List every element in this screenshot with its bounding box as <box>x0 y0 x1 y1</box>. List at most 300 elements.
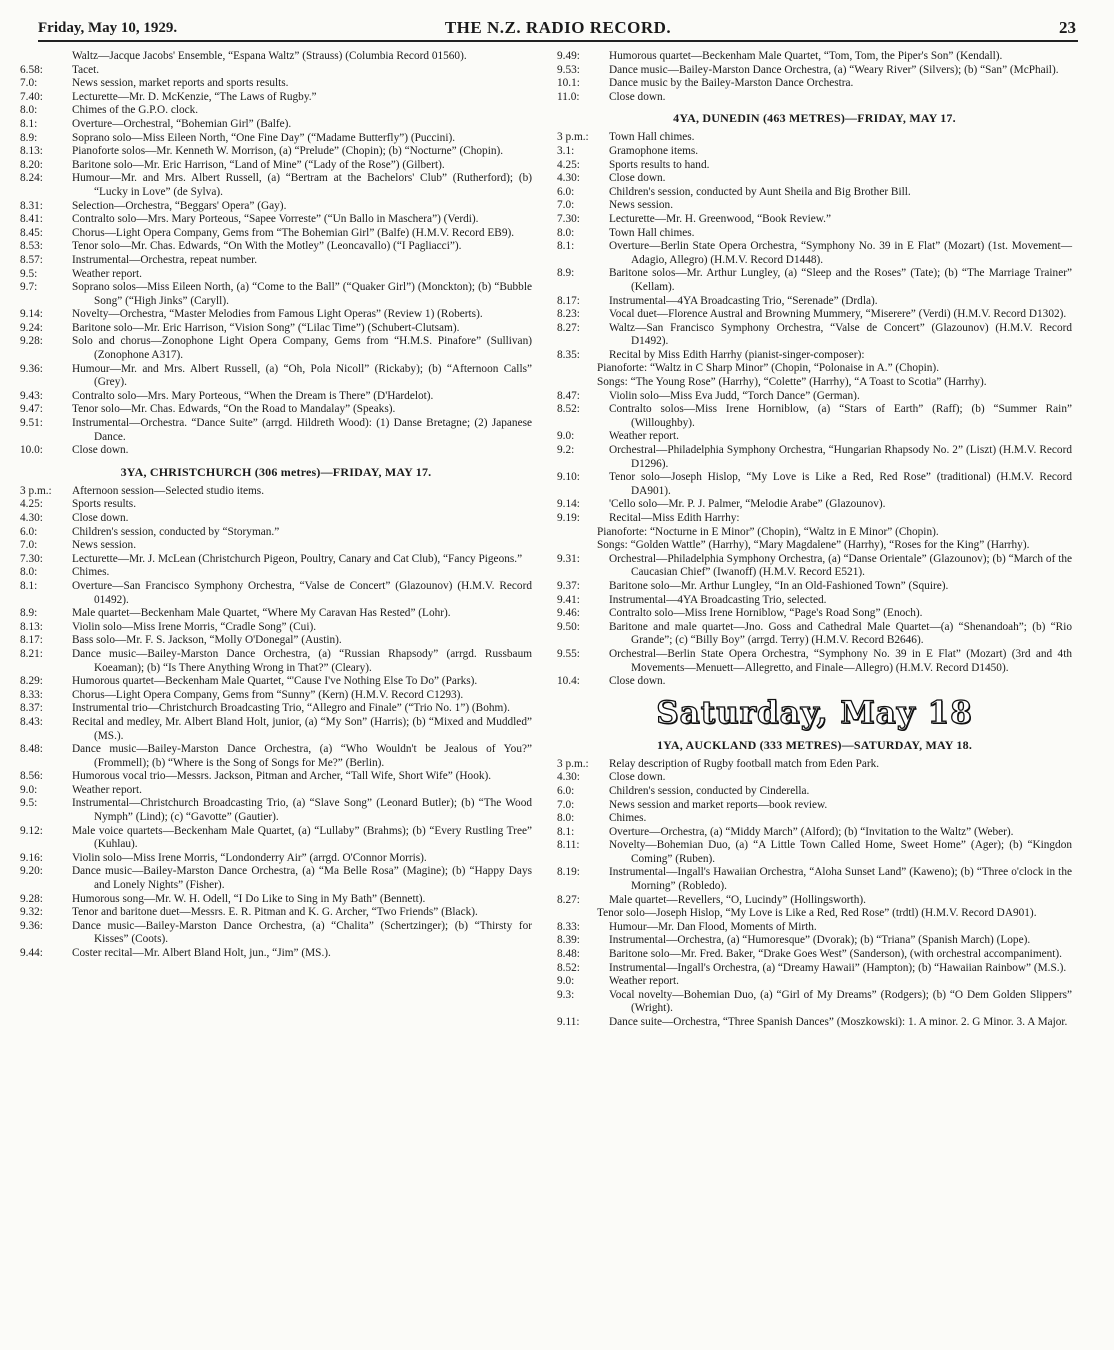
entry-time: 8.52: <box>557 961 580 974</box>
program-entry <box>557 785 1072 799</box>
entry-text: Violin solo—Miss Irene Morris, “Cradle Song” (Cui). <box>72 620 317 633</box>
entry-text: News session. <box>72 539 137 552</box>
program-entry <box>557 553 1072 580</box>
entry-text: Humorous quartet—Beckenham Male Quartet, “Tom, Tom, the Piper's Son” (Kendall). <box>609 50 1003 62</box>
entry-text: Dance music by the Bailey-Marston Dance Orchestra. <box>609 77 854 90</box>
entry-text: Instrumental—4YA Broadcasting Trio, selected. <box>609 593 827 606</box>
entry-text: Instrumental—Ingall's Hawaiian Orchestra, “Aloha Sunset Land” (Kaweno); (b) “Three o'clock in the Morning” (Robledo). <box>609 866 1072 893</box>
entry-text: Violin solo—Miss Irene Morris, “Londonderry Air” (arrgd. O'Connor Morris). <box>72 851 427 864</box>
entry-text: Weather report. <box>609 430 679 443</box>
entry-time: 9.12: <box>20 824 43 837</box>
entry-text: Baritone solos—Mr. Arthur Lungley, (a) “Sleep and the Roses” (Tate); (b) “The Marriage Trainer” (Kellam). <box>609 267 1072 293</box>
entry-time: 9.44: <box>20 947 43 959</box>
entry-text: Humorous quartet—Beckenham Male Quartet, “'Cause I've Nothing Else To Do” (Parks). <box>72 675 478 688</box>
entry-text: Contralto solo—Mrs. Mary Porteous, “Sapee Vorreste” (“Un Ballo in Maschera”) (Verdi). <box>72 213 479 226</box>
entry-text: Dance music—Bailey-Marston Dance Orchestra, (a) “Weary River” (Silvers); (b) “San” (McPhail). <box>609 63 1059 76</box>
entry-time: 8.0: <box>557 226 575 239</box>
entry-time: 8.1: <box>557 240 575 253</box>
program-entry <box>20 580 532 607</box>
entry-time: 7.0: <box>20 539 38 552</box>
program-entry <box>557 962 1072 976</box>
recital-harrhy-b <box>557 526 1072 553</box>
program-entry <box>557 64 1072 78</box>
entry-time: 8.9: <box>557 267 575 280</box>
entry-time: 9.14: <box>557 498 580 511</box>
entry-time: 8.45: <box>20 226 43 239</box>
program-entry <box>557 213 1072 227</box>
program-entry <box>557 894 1072 908</box>
program-entry <box>20 498 532 512</box>
station-heading-christchurch: 3YA, CHRISTCHURCH (306 metres)—FRIDAY, MAY 17. <box>120 464 432 479</box>
entry-text: Dance suite—Orchestra, “Three Spanish Dances” (Moszkowski): 1. A minor. 2. G Minor. 3. A Major. <box>609 1016 1068 1028</box>
entry-text: Tenor solo—Joseph Hislop, “My Love is Like a Red, Red Rose” (traditional) (H.M.V. Record DA901). <box>609 471 1072 497</box>
entry-text: Lecturette—Mr. H. Greenwood, “Book Review.” <box>609 212 831 225</box>
entry-time: 10.4: <box>557 675 580 688</box>
program-entry <box>20 689 532 703</box>
entry-time: 8.13: <box>20 145 43 158</box>
program-entry <box>20 200 532 214</box>
entry-time: 6.58: <box>20 63 43 76</box>
entry-text: Tacet. <box>72 63 100 76</box>
program-entry <box>20 675 532 689</box>
program-entry <box>20 118 532 132</box>
entry-text: Overture—Orchestra, (a) “Middy March” (Alford); (b) “Invitation to the Waltz” (Weber). <box>609 825 1014 838</box>
entry-text: Contralto solo—Mrs. Mary Porteous, “When the Dream is There” (D'Hardelot). <box>72 389 434 402</box>
entry-text: Male quartet—Beckenham Male Quartet, “Where My Caravan Has Rested” (Lohr). <box>72 607 451 620</box>
entry-text: Baritone solo—Mr. Eric Harrison, “Vision Song” (“Lilac Time”) (Schubert-Clutsam). <box>72 321 460 334</box>
entry-text: Sports results. <box>72 498 137 511</box>
entry-time: 8.23: <box>557 308 580 321</box>
entry-text: Baritone solo—Mr. Fred. Baker, “Drake Goes West” (Sanderson), (with orchestral accompaniment). <box>609 948 1062 961</box>
program-entry <box>20 512 532 526</box>
program-entry <box>20 865 532 892</box>
entry-time: 4.30: <box>557 771 580 784</box>
program-entry <box>20 322 532 336</box>
entry-time: 7.30: <box>557 212 580 225</box>
entry-text: Weather report. <box>72 267 142 280</box>
entry-text: Overture—Berlin State Opera Orchestra, “Symphony No. 39 in E Flat” (Mozart) (1st. Movement—Adagio, Allegro) (H.M.V. Record D1448). <box>609 240 1072 266</box>
program-entry <box>557 1016 1072 1030</box>
program-entry <box>20 77 532 91</box>
program-entry-indented: Tenor solo—Joseph Hislop, “My Love is Like a Red, Red Rose” (trdtl) (H.M.V. Record DA901). <box>597 907 1037 920</box>
entry-text: Afternoon session—Selected studio items. <box>72 484 265 497</box>
entry-text: Baritone solo—Mr. Eric Harrison, “Land of Mine” (“Lady of the Rose”) (Gilbert). <box>72 158 445 171</box>
program-entry <box>20 403 532 417</box>
recital-line: Pianoforte: “Nocturne in E Minor” (Chopin), “Waltz in E Minor” (Chopin). <box>597 525 939 538</box>
entry-text: News session. <box>609 199 674 212</box>
entry-time: 3 p.m.: <box>557 757 589 770</box>
entry-text: Tenor solo—Mr. Chas. Edwards, “On With the Motley” (Leoncavallo) (“I Pagliacci”). <box>72 240 462 253</box>
program-list-dunedin-b <box>557 390 1072 526</box>
program-entry <box>20 50 532 64</box>
entry-time: 8.9: <box>20 607 38 620</box>
entry-time: 4.25: <box>557 158 580 171</box>
entry-time: 9.28: <box>20 892 43 905</box>
program-list-dunedin-a <box>557 131 1072 362</box>
entry-time: 8.41: <box>20 213 43 226</box>
entry-text: Soprano solo—Miss Eileen North, “One Fine Day” (“Madame Butterfly”) (Puccini). <box>72 131 456 144</box>
program-entry <box>557 430 1072 444</box>
entry-time: 8.17: <box>557 294 580 307</box>
entry-text: Instrumental—4YA Broadcasting Trio, “Serenade” (Drdla). <box>609 294 878 307</box>
entry-time: 11.0: <box>557 90 580 103</box>
program-entry <box>20 797 532 824</box>
program-entry <box>20 213 532 227</box>
entry-text: Weather report. <box>609 975 679 988</box>
entry-text: Humour—Mr. Dan Flood, Moments of Mirth. <box>609 920 817 933</box>
entry-text: Waltz—Jacque Jacobs' Ensemble, “Espana Waltz” (Strauss) (Columbia Record 01560). <box>72 50 467 62</box>
entry-time: 4.30: <box>20 512 43 524</box>
program-entry <box>20 281 532 308</box>
entry-time: 9.5: <box>20 267 38 280</box>
entry-time: 9.3: <box>557 988 575 1001</box>
entry-time: 8.33: <box>20 688 43 701</box>
entry-text: Humorous song—Mr. W. H. Odell, “I Do Like to Sing in My Bath” (Bennett). <box>72 892 426 905</box>
entry-time: 8.33: <box>557 920 580 933</box>
entry-text: Selection—Orchestra, “Beggars' Opera” (Gay). <box>72 199 287 212</box>
right-column <box>557 50 1072 1030</box>
issue-date: Friday, May 10, 1929. <box>38 20 178 36</box>
entry-text: Tenor solo—Mr. Chas. Edwards, “On the Road to Mandalay” (Speaks). <box>72 403 396 416</box>
program-list-christchurch <box>20 485 532 961</box>
program-entry <box>557 675 1072 689</box>
entry-time: 8.56: <box>20 770 43 783</box>
recital-line: Songs: “Golden Wattle” (Harrhy), “Mary Magdalene” (Harrhy), “Roses for the King” (Harrhy). <box>597 539 1030 552</box>
entry-time: 8.0: <box>20 566 38 579</box>
entry-time: 8.48: <box>20 743 43 756</box>
entry-time: 3 p.m.: <box>557 131 589 144</box>
entry-time: 8.53: <box>20 240 43 253</box>
entry-text: Male quartet—Revellers, “O, Lucindy” (Hollingsworth). <box>609 893 866 906</box>
station-heading-dunedin: 4YA, DUNEDIN (463 METRES)—FRIDAY, MAY 17. <box>673 111 956 126</box>
entry-text: Chimes. <box>72 566 110 579</box>
program-entry <box>557 621 1072 648</box>
entry-time: 6.0: <box>557 784 575 797</box>
program-entry <box>557 77 1072 91</box>
program-entry <box>20 825 532 852</box>
entry-text: Coster recital—Mr. Albert Bland Holt, jun., “Jim” (MS.). <box>72 947 331 959</box>
entry-time: 9.37: <box>557 579 580 592</box>
entry-time: 8.57: <box>20 253 43 266</box>
entry-time: 8.48: <box>557 948 580 961</box>
entry-time: 8.52: <box>557 403 580 416</box>
program-entry <box>20 947 532 961</box>
entry-time: 8.19: <box>557 866 580 879</box>
program-entry <box>20 159 532 173</box>
entry-text: Orchestral—Berlin State Opera Orchestra, “Symphony No. 39 in E Flat” (Mozart) (3rd and 4th Movements—Menuett—Allegretto, and Finale—Allegro) (H.M.V. Record D1450). <box>609 647 1072 674</box>
entry-time: 9.47: <box>20 403 43 416</box>
entry-time: 8.27: <box>557 321 580 334</box>
entry-text: Chimes of the G.P.O. clock. <box>72 104 199 117</box>
entry-text: Close down. <box>609 675 666 688</box>
program-entry <box>557 267 1072 294</box>
entry-time: 4.25: <box>20 498 43 511</box>
entry-text: Town Hall chimes. <box>609 226 695 239</box>
program-entry <box>20 390 532 404</box>
entry-text: Chimes. <box>609 812 647 825</box>
entry-time: 9.43: <box>20 389 43 402</box>
entry-text: Close down. <box>609 90 666 103</box>
program-entry <box>557 839 1072 866</box>
program-entry <box>20 893 532 907</box>
entry-time: 10.1: <box>557 77 580 90</box>
entry-time: 4.30: <box>557 172 580 185</box>
entry-text: Novelty—Bohemian Duo, (a) “A Little Town Called Home, Sweet Home” (Ager); (b) “Kingdon Coming” (Ruben). <box>609 839 1072 865</box>
entry-time: 9.0: <box>557 975 575 988</box>
program-entry <box>20 716 532 743</box>
entry-text: Overture—San Francisco Symphony Orchestra, “Valse de Concert” (Glazounov) (H.M.V. Record 01492). <box>72 579 532 606</box>
entry-text: Instrumental—Christchurch Broadcasting Trio, (a) “Slave Song” (Leonard Butler); (b) “The Wood Nymph” (Lind); (c) “Gavotte” (Gautier). <box>72 797 532 824</box>
program-entry <box>20 417 532 444</box>
entry-time: 9.36: <box>20 362 43 375</box>
entry-time: 9.10: <box>557 471 580 484</box>
day-heading: Saturday, May 18 <box>656 694 973 731</box>
entry-text: Male voice quartets—Beckenham Male Quartet, (a) “Lullaby” (Brahms); (b) “Every Rustling Tree” (Kuhlau). <box>72 824 532 851</box>
page-header <box>38 14 1078 42</box>
entry-time: 9.53: <box>557 63 580 76</box>
entry-time: 7.0: <box>557 798 575 811</box>
entry-time: 7.30: <box>20 552 43 565</box>
program-entry <box>557 131 1072 145</box>
program-entry <box>557 227 1072 241</box>
entry-time: 9.49: <box>557 50 580 62</box>
entry-text: Waltz—San Francisco Symphony Orchestra, “Valse de Concert” (Glazounov) (H.M.V. Record D1492). <box>609 321 1072 348</box>
entry-time: 9.46: <box>557 607 580 620</box>
program-entry <box>20 634 532 648</box>
entry-text: Instrumental—Orchestra, (a) “Humoresque” (Dvorak); (b) “Triana” (Spanish March) (Lope). <box>609 934 1031 947</box>
program-entry <box>557 50 1072 64</box>
program-entry <box>20 852 532 866</box>
program-entry <box>557 159 1072 173</box>
program-entry <box>557 512 1072 526</box>
entry-time: 8.13: <box>20 620 43 633</box>
program-entry <box>20 553 532 567</box>
program-entry <box>20 132 532 146</box>
entry-time: 9.24: <box>20 321 43 334</box>
program-entry <box>557 91 1072 105</box>
program-entry <box>20 920 532 947</box>
entry-text: Instrumental—Orchestra. “Dance Suite” (arrgd. Hildreth Wood): (1) Danse Bretagne; (2) Japanese Dance. <box>72 417 532 443</box>
entry-text: Lecturette—Mr. D. McKenzie, “The Laws of Rugby.” <box>72 90 317 103</box>
entry-text: Dance music—Bailey-Marston Dance Orchestra, (a) “Who Wouldn't be Jealous of You?” (Frommell); (b) “Where is the Song of Songs for Me?” (Berlin). <box>72 743 532 769</box>
entry-time: 9.5: <box>20 797 38 810</box>
entry-time: 9.50: <box>557 620 580 633</box>
program-entry <box>557 240 1072 267</box>
recital-line: Songs: “The Young Rose” (Harrhy), “Colette” (Harrhy), “A Toast to Scotia” (Harrhy). <box>597 376 987 389</box>
program-entry <box>557 758 1072 772</box>
entry-text: 'Cello solo—Mr. P. J. Palmer, “Melodie Arabe” (Glazounov). <box>609 498 886 511</box>
program-entry <box>557 934 1072 948</box>
entry-text: Pianoforte solos—Mr. Kenneth W. Morrison, (a) “Prelude” (Chopin); (b) “Nocturne” (Chopin). <box>72 145 504 158</box>
entry-time: 8.1: <box>20 117 38 130</box>
entry-text: Instrumental trio—Christchurch Broadcasting Trio, “Allegro and Finale” (“Trio No. 1”) (Bohm). <box>72 702 510 715</box>
program-list-christchurch-cont <box>557 50 1072 104</box>
program-entry <box>557 594 1072 608</box>
program-entry <box>557 444 1072 471</box>
program-entry <box>20 240 532 254</box>
entry-text: Solo and chorus—Zonophone Light Opera Company, Gems from “H.M.S. Pinafore” (Sullivan) (Zonophone A317). <box>72 335 532 362</box>
station-heading-auckland: 1YA, AUCKLAND (333 METRES)—SATURDAY, MAY 18. <box>656 737 973 752</box>
entry-time: 8.39: <box>557 934 580 947</box>
recital-line: Pianoforte: “Waltz in C Sharp Minor” (Chopin, “Polonaise in A.” (Chopin). <box>597 362 940 375</box>
entry-text: Children's session, conducted by “Storyman.” <box>72 525 280 538</box>
entry-time: 3.1: <box>557 144 575 157</box>
page-number: 23 <box>1059 18 1076 37</box>
program-entry <box>557 812 1072 826</box>
program-entry <box>20 104 532 118</box>
entry-text: Contralto solos—Miss Irene Horniblow, (a) “Stars of Earth” (Raff); (b) “Summer Rain” (Willoughby). <box>609 403 1072 429</box>
entry-time: 8.31: <box>20 199 43 212</box>
entry-time: 9.7: <box>20 281 38 294</box>
entry-time: 6.0: <box>557 185 575 198</box>
entry-text: Orchestral—Philadelphia Symphony Orchestra, “Hungarian Rhapsody No. 2” (Liszt) (H.M.V. Record D1296). <box>609 444 1072 470</box>
entry-text: Close down. <box>72 512 129 524</box>
program-entry <box>20 254 532 268</box>
entry-time: 9.20: <box>20 865 43 878</box>
entry-text: Lecturette—Mr. J. McLean (Christchurch Pigeon, Poultry, Canary and Cat Club), “Fancy Pigeons.” <box>72 552 523 565</box>
left-column <box>20 50 532 961</box>
publication-title: THE N.Z. RADIO RECORD. <box>444 18 672 37</box>
entry-time: 9.14: <box>20 308 43 321</box>
program-entry <box>557 390 1072 404</box>
entry-text: Recital and medley, Mr. Albert Bland Holt, junior, (a) “My Son” (Harris); (b) “Mixed and Muddled” (MS.). <box>72 715 532 742</box>
program-entry <box>557 172 1072 186</box>
program-entry <box>557 471 1072 498</box>
entry-time: 8.21: <box>20 647 43 660</box>
program-entry <box>20 702 532 716</box>
entry-text: News session and market reports—book review. <box>609 798 828 811</box>
program-entry <box>20 145 532 159</box>
entry-text: Sports results to hand. <box>609 158 710 171</box>
entry-text: Close down. <box>609 172 666 185</box>
entry-text: Overture—Orchestral, “Bohemian Girl” (Balfe). <box>72 117 292 130</box>
program-entry <box>20 485 532 499</box>
entry-time: 3 p.m.: <box>20 484 52 497</box>
program-entry <box>20 444 532 458</box>
entry-time: 8.11: <box>557 839 580 852</box>
entry-time: 9.16: <box>20 851 43 864</box>
entry-time: 7.0: <box>20 77 38 90</box>
entry-time: 8.20: <box>20 158 43 171</box>
entry-time: 6.0: <box>20 525 38 538</box>
program-entry <box>20 335 532 362</box>
entry-text: Baritone and male quartet—Jno. Goss and Cathedral Male Quartet—(a) “Shenandoah”; (b) “Rio Grande”; (c) “Billy Boy” (arrgd. Terry) (H.M.V. Record B2646). <box>609 620 1072 647</box>
entry-text: Bass solo—Mr. F. S. Jackson, “Molly O'Donegal” (Austin). <box>72 634 342 647</box>
program-list-auckland-a <box>557 758 1072 908</box>
entry-time: 9.2: <box>557 444 575 457</box>
program-entry <box>557 607 1072 621</box>
entry-text: Close down. <box>72 444 129 457</box>
program-entry <box>557 948 1072 962</box>
entry-text: Humour—Mr. and Mrs. Albert Russell, (a) “Bertram at the Bachelors' Club” (Rutherford); (b) “Lucky in Love” (de Sylva). <box>72 172 532 198</box>
program-entry <box>20 539 532 553</box>
entry-time: 9.36: <box>20 919 43 932</box>
program-entry <box>557 199 1072 213</box>
entry-text: Relay description of Rugby football match from Eden Park. <box>609 757 880 770</box>
entry-text: Orchestral—Philadelphia Symphony Orchestra, (a) “Danse Orientale” (Glazounov); (b) “March of the Caucasian Chief” (Iwanoff) (H.M.V. Record E521). <box>609 552 1072 579</box>
entry-text: Novelty—Orchestra, “Master Melodies from Famous Light Operas” (Review 1) (Roberts). <box>72 308 483 321</box>
entry-text: Instrumental—Ingall's Orchestra, (a) “Dreamy Hawaii” (Hampton); (b) “Hawaiian Rainbow” (M.S.). <box>609 961 1067 974</box>
program-entry <box>557 799 1072 813</box>
program-entry <box>557 921 1072 935</box>
program-entry <box>20 268 532 282</box>
entry-text: Close down. <box>609 771 666 784</box>
entry-text: Children's session, conducted by Cinderella. <box>609 784 810 797</box>
entry-text: Recital—Miss Edith Harrhy: <box>609 512 740 524</box>
entry-time: 8.9: <box>20 131 38 144</box>
entry-time: 7.0: <box>557 199 575 212</box>
entry-text: Baritone solo—Mr. Arthur Lungley, “In an Old-Fashioned Town” (Squire). <box>609 579 949 592</box>
program-list-continued <box>20 50 532 458</box>
program-entry <box>20 621 532 635</box>
entry-time: 8.0: <box>557 812 575 825</box>
entry-text: Contralto solo—Miss Irene Horniblow, “Page's Road Song” (Enoch). <box>609 607 923 620</box>
program-entry <box>557 295 1072 309</box>
entry-text: Dance music—Bailey-Marston Dance Orchestra, (a) “Russian Rhapsody” (arrgd. Russbaum Koeaman); (b) “Is There Anything Wrong in That?” (Cleary). <box>72 647 532 674</box>
entry-time: 8.0: <box>20 104 38 117</box>
program-entry <box>20 91 532 105</box>
program-entry <box>557 322 1072 349</box>
entry-time: 8.37: <box>20 702 43 715</box>
program-entry <box>20 566 532 580</box>
entry-time: 9.31: <box>557 552 580 565</box>
entry-text: Dance music—Bailey-Marston Dance Orchestra, (a) “Chalita” (Schertzinger); (b) “Thirsty for Kisses” (Coots). <box>72 919 532 946</box>
entry-time: 9.0: <box>20 783 38 796</box>
entry-text: Dance music—Bailey-Marston Dance Orchestra, (a) “Ma Belle Rosa” (Magine); (b) “Happy Days and Lonely Nights” (Fisher). <box>72 865 532 892</box>
entry-time: 8.43: <box>20 715 43 728</box>
entry-time: 10.0: <box>20 444 43 457</box>
program-entry <box>557 866 1072 893</box>
program-entry <box>557 349 1072 363</box>
program-entry <box>20 227 532 241</box>
entry-time: 9.55: <box>557 647 580 660</box>
entry-text: News session, market reports and sports results. <box>72 77 289 90</box>
entry-text: Recital by Miss Edith Harrhy (pianist-singer-composer): <box>609 348 865 361</box>
program-list-dunedin-c <box>557 553 1072 689</box>
recital-harrhy-a <box>557 362 1072 389</box>
entry-time: 9.41: <box>557 593 580 606</box>
program-entry <box>20 363 532 390</box>
program-entry <box>557 498 1072 512</box>
program-entry <box>20 743 532 770</box>
entry-text: Soprano solos—Miss Eileen North, (a) “Come to the Ball” (“Quaker Girl”) (Monckton); (b) “Bubble Song” (“High Jinks” (Caryll). <box>72 281 532 307</box>
entry-time: 9.32: <box>20 906 43 919</box>
entry-text: Vocal novelty—Bohemian Duo, (a) “Girl of My Dreams” (Rodgers); (b) “O Dem Golden Slippers” (Wright). <box>609 988 1072 1015</box>
program-entry <box>557 403 1072 430</box>
entry-text: Violin solo—Miss Eva Judd, “Torch Dance” (German). <box>609 389 860 402</box>
program-entry <box>20 308 532 322</box>
entry-time: 8.1: <box>557 825 575 838</box>
program-entry <box>20 906 532 920</box>
program-entry <box>20 648 532 675</box>
program-list-auckland-b <box>557 921 1072 1030</box>
entry-text: Children's session, conducted by Aunt Sheila and Big Brother Bill. <box>609 185 911 198</box>
program-entry <box>557 826 1072 840</box>
entry-text: Chorus—Light Opera Company, Gems from “The Bohemian Girl” (Balfe) (H.M.V. Record EB9). <box>72 226 515 239</box>
entry-time: 7.40: <box>20 90 43 103</box>
program-entry <box>557 145 1072 159</box>
program-entry <box>557 308 1072 322</box>
entry-time: 8.35: <box>557 348 580 361</box>
program-entry <box>20 172 532 199</box>
entry-time: 9.51: <box>20 417 43 430</box>
entry-text: Weather report. <box>72 783 142 796</box>
entry-time: 9.11: <box>557 1016 580 1028</box>
entry-text: Tenor and baritone duet—Messrs. E. R. Pitman and K. G. Archer, “Two Friends” (Black). <box>72 906 478 919</box>
program-entry <box>557 186 1072 200</box>
entry-text: Vocal duet—Florence Austral and Browning Mummery, “Miserere” (Verdi) (H.M.V. Record D1302). <box>609 308 1067 321</box>
program-entry <box>20 770 532 784</box>
